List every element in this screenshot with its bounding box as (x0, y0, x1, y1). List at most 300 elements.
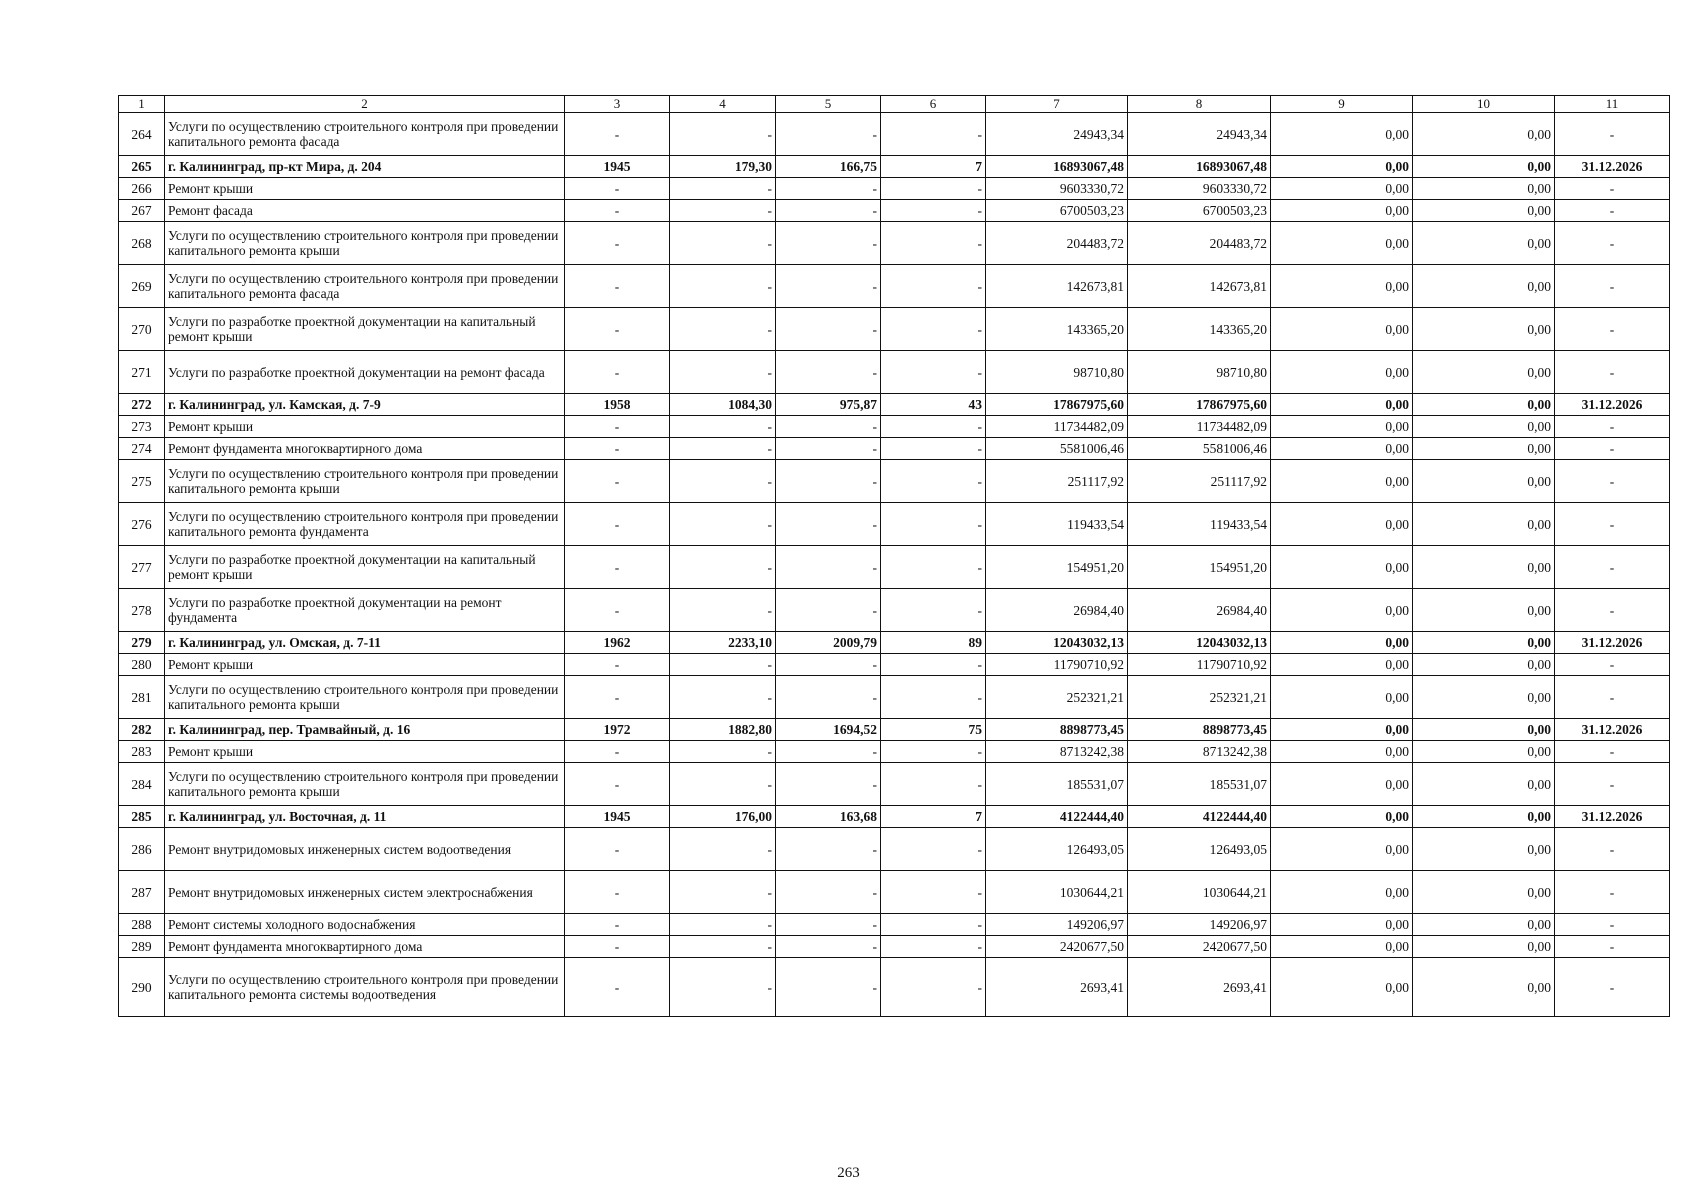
other-cost: 0,00 (1413, 589, 1555, 632)
build-year: - (565, 200, 670, 222)
total-area: - (670, 222, 776, 265)
work-description: Ремонт крыши (165, 178, 565, 200)
row-number: 284 (119, 763, 165, 806)
budget-cost: 0,00 (1271, 741, 1413, 763)
build-year: - (565, 222, 670, 265)
build-year: - (565, 178, 670, 200)
work-row (119, 914, 1670, 936)
completion-date: - (1555, 546, 1670, 589)
row-number: 267 (119, 200, 165, 222)
column-number: 11 (1555, 96, 1670, 113)
work-description: г. Калининград, пр-кт Мира, д. 204 (165, 156, 565, 178)
work-description: Услуги по осуществлению строительного контроля при проведении капитального ремонта фасада (165, 113, 565, 156)
total-cost: 11790710,92 (986, 654, 1128, 676)
total-area: - (670, 546, 776, 589)
total-area: - (670, 654, 776, 676)
build-year: - (565, 308, 670, 351)
residents-count: - (881, 200, 986, 222)
residents-count: - (881, 178, 986, 200)
column-number: 1 (119, 96, 165, 113)
work-row (119, 113, 1670, 156)
build-year: - (565, 438, 670, 460)
residents-count: 7 (881, 806, 986, 828)
total-cost: 1030644,21 (986, 871, 1128, 914)
completion-date: - (1555, 503, 1670, 546)
other-cost: 0,00 (1413, 806, 1555, 828)
work-description: Ремонт системы холодного водоснабжения (165, 914, 565, 936)
budget-cost: 0,00 (1271, 416, 1413, 438)
total-cost: 4122444,40 (986, 806, 1128, 828)
other-cost: 0,00 (1413, 654, 1555, 676)
total-area: - (670, 828, 776, 871)
work-description: г. Калининград, пер. Трамвайный, д. 16 (165, 719, 565, 741)
completion-date: - (1555, 914, 1670, 936)
work-row (119, 676, 1670, 719)
budget-cost: 0,00 (1271, 503, 1413, 546)
row-number: 270 (119, 308, 165, 351)
total-area: - (670, 308, 776, 351)
completion-date: - (1555, 416, 1670, 438)
living-area: - (776, 958, 881, 1017)
work-row (119, 265, 1670, 308)
total-area: - (670, 763, 776, 806)
work-row (119, 589, 1670, 632)
fund-cost: 17867975,60 (1128, 394, 1271, 416)
row-number: 277 (119, 546, 165, 589)
work-description: Ремонт фасада (165, 200, 565, 222)
work-description: Услуги по разработке проектной документации на ремонт фасада (165, 351, 565, 394)
living-area: - (776, 676, 881, 719)
build-year: - (565, 763, 670, 806)
completion-date: - (1555, 351, 1670, 394)
total-cost: 26984,40 (986, 589, 1128, 632)
residents-count: - (881, 546, 986, 589)
living-area: - (776, 871, 881, 914)
living-area: - (776, 503, 881, 546)
other-cost: 0,00 (1413, 178, 1555, 200)
total-area: - (670, 351, 776, 394)
fund-cost: 6700503,23 (1128, 200, 1271, 222)
completion-date: 31.12.2026 (1555, 156, 1670, 178)
build-year: 1945 (565, 156, 670, 178)
row-number: 271 (119, 351, 165, 394)
work-description: Ремонт фундамента многоквартирного дома (165, 936, 565, 958)
fund-cost: 185531,07 (1128, 763, 1271, 806)
total-cost: 204483,72 (986, 222, 1128, 265)
completion-date: 31.12.2026 (1555, 806, 1670, 828)
column-number: 6 (881, 96, 986, 113)
total-area: - (670, 914, 776, 936)
document-table-container (118, 95, 1670, 1017)
total-cost: 98710,80 (986, 351, 1128, 394)
work-row (119, 351, 1670, 394)
other-cost: 0,00 (1413, 200, 1555, 222)
residents-count: - (881, 871, 986, 914)
row-number: 264 (119, 113, 165, 156)
other-cost: 0,00 (1413, 265, 1555, 308)
budget-cost: 0,00 (1271, 914, 1413, 936)
completion-date: - (1555, 265, 1670, 308)
column-number: 7 (986, 96, 1128, 113)
residents-count: - (881, 416, 986, 438)
other-cost: 0,00 (1413, 871, 1555, 914)
residents-count: - (881, 308, 986, 351)
fund-cost: 251117,92 (1128, 460, 1271, 503)
total-cost: 2693,41 (986, 958, 1128, 1017)
work-description: Услуги по осуществлению строительного контроля при проведении капитального ремонта крыши (165, 763, 565, 806)
fund-cost: 204483,72 (1128, 222, 1271, 265)
fund-cost: 12043032,13 (1128, 632, 1271, 654)
living-area: - (776, 741, 881, 763)
row-number: 276 (119, 503, 165, 546)
residents-count: - (881, 936, 986, 958)
fund-cost: 126493,05 (1128, 828, 1271, 871)
work-description: Услуги по разработке проектной документации на ремонт фундамента (165, 589, 565, 632)
other-cost: 0,00 (1413, 632, 1555, 654)
build-year: - (565, 113, 670, 156)
living-area: - (776, 351, 881, 394)
other-cost: 0,00 (1413, 719, 1555, 741)
completion-date: - (1555, 308, 1670, 351)
total-area: - (670, 589, 776, 632)
residents-count: - (881, 265, 986, 308)
build-year: - (565, 828, 670, 871)
work-row (119, 654, 1670, 676)
other-cost: 0,00 (1413, 763, 1555, 806)
budget-cost: 0,00 (1271, 113, 1413, 156)
budget-cost: 0,00 (1271, 871, 1413, 914)
build-year: - (565, 958, 670, 1017)
row-number: 269 (119, 265, 165, 308)
budget-cost: 0,00 (1271, 936, 1413, 958)
fund-cost: 252321,21 (1128, 676, 1271, 719)
budget-cost: 0,00 (1271, 676, 1413, 719)
living-area: - (776, 416, 881, 438)
completion-date: - (1555, 958, 1670, 1017)
total-cost: 251117,92 (986, 460, 1128, 503)
work-row (119, 222, 1670, 265)
budget-cost: 0,00 (1271, 828, 1413, 871)
living-area: - (776, 222, 881, 265)
fund-cost: 2693,41 (1128, 958, 1271, 1017)
total-area: 176,00 (670, 806, 776, 828)
address-row (119, 394, 1670, 416)
row-number: 290 (119, 958, 165, 1017)
other-cost: 0,00 (1413, 676, 1555, 719)
row-number: 287 (119, 871, 165, 914)
completion-date: 31.12.2026 (1555, 394, 1670, 416)
build-year: - (565, 265, 670, 308)
work-row (119, 178, 1670, 200)
other-cost: 0,00 (1413, 546, 1555, 589)
total-cost: 142673,81 (986, 265, 1128, 308)
budget-cost: 0,00 (1271, 308, 1413, 351)
residents-count: - (881, 676, 986, 719)
fund-cost: 11790710,92 (1128, 654, 1271, 676)
budget-cost: 0,00 (1271, 460, 1413, 503)
completion-date: - (1555, 200, 1670, 222)
total-area: 179,30 (670, 156, 776, 178)
capital-repair-table (118, 95, 1670, 1017)
residents-count: - (881, 914, 986, 936)
column-number-row (119, 96, 1670, 113)
row-number: 268 (119, 222, 165, 265)
work-row (119, 438, 1670, 460)
living-area: - (776, 308, 881, 351)
total-cost: 8898773,45 (986, 719, 1128, 741)
total-cost: 2420677,50 (986, 936, 1128, 958)
residents-count: - (881, 503, 986, 546)
other-cost: 0,00 (1413, 351, 1555, 394)
budget-cost: 0,00 (1271, 438, 1413, 460)
work-description: Услуги по осуществлению строительного контроля при проведении капитального ремонта крыши (165, 676, 565, 719)
total-cost: 143365,20 (986, 308, 1128, 351)
budget-cost: 0,00 (1271, 958, 1413, 1017)
completion-date: - (1555, 828, 1670, 871)
build-year: - (565, 416, 670, 438)
other-cost: 0,00 (1413, 222, 1555, 265)
fund-cost: 8898773,45 (1128, 719, 1271, 741)
living-area: - (776, 589, 881, 632)
total-cost: 149206,97 (986, 914, 1128, 936)
completion-date: - (1555, 438, 1670, 460)
address-row (119, 632, 1670, 654)
living-area: - (776, 828, 881, 871)
budget-cost: 0,00 (1271, 654, 1413, 676)
work-description: Услуги по осуществлению строительного контроля при проведении капитального ремонта системы водоотведения (165, 958, 565, 1017)
build-year: 1962 (565, 632, 670, 654)
fund-cost: 16893067,48 (1128, 156, 1271, 178)
completion-date: - (1555, 654, 1670, 676)
address-row (119, 719, 1670, 741)
row-number: 283 (119, 741, 165, 763)
total-cost: 154951,20 (986, 546, 1128, 589)
total-cost: 16893067,48 (986, 156, 1128, 178)
row-number: 281 (119, 676, 165, 719)
column-number: 3 (565, 96, 670, 113)
build-year: - (565, 546, 670, 589)
total-area: - (670, 265, 776, 308)
total-cost: 5581006,46 (986, 438, 1128, 460)
row-number: 285 (119, 806, 165, 828)
row-number: 278 (119, 589, 165, 632)
work-description: Ремонт фундамента многоквартирного дома (165, 438, 565, 460)
residents-count: 43 (881, 394, 986, 416)
budget-cost: 0,00 (1271, 222, 1413, 265)
residents-count: - (881, 351, 986, 394)
row-number: 288 (119, 914, 165, 936)
work-row (119, 200, 1670, 222)
budget-cost: 0,00 (1271, 394, 1413, 416)
living-area: 166,75 (776, 156, 881, 178)
work-row (119, 503, 1670, 546)
total-cost: 12043032,13 (986, 632, 1128, 654)
row-number: 289 (119, 936, 165, 958)
total-area: - (670, 460, 776, 503)
work-description: Ремонт внутридомовых инженерных систем водоотведения (165, 828, 565, 871)
living-area: - (776, 178, 881, 200)
other-cost: 0,00 (1413, 958, 1555, 1017)
row-number: 272 (119, 394, 165, 416)
column-number: 2 (165, 96, 565, 113)
build-year: - (565, 460, 670, 503)
work-description: г. Калининград, ул. Омская, д. 7-11 (165, 632, 565, 654)
work-description: Услуги по осуществлению строительного контроля при проведении капитального ремонта фасада (165, 265, 565, 308)
budget-cost: 0,00 (1271, 806, 1413, 828)
living-area: 2009,79 (776, 632, 881, 654)
total-cost: 8713242,38 (986, 741, 1128, 763)
fund-cost: 26984,40 (1128, 589, 1271, 632)
fund-cost: 11734482,09 (1128, 416, 1271, 438)
work-description: Услуги по осуществлению строительного контроля при проведении капитального ремонта крыши (165, 222, 565, 265)
residents-count: 89 (881, 632, 986, 654)
total-area: 1882,80 (670, 719, 776, 741)
residents-count: - (881, 113, 986, 156)
living-area: - (776, 265, 881, 308)
completion-date: - (1555, 871, 1670, 914)
total-area: - (670, 676, 776, 719)
residents-count: - (881, 438, 986, 460)
build-year: 1958 (565, 394, 670, 416)
total-area: - (670, 200, 776, 222)
budget-cost: 0,00 (1271, 178, 1413, 200)
fund-cost: 149206,97 (1128, 914, 1271, 936)
row-number: 273 (119, 416, 165, 438)
other-cost: 0,00 (1413, 394, 1555, 416)
living-area: - (776, 460, 881, 503)
other-cost: 0,00 (1413, 416, 1555, 438)
living-area: 1694,52 (776, 719, 881, 741)
work-description: Ремонт крыши (165, 416, 565, 438)
completion-date: - (1555, 113, 1670, 156)
work-row (119, 308, 1670, 351)
work-row (119, 828, 1670, 871)
total-area: - (670, 871, 776, 914)
work-description: Ремонт крыши (165, 654, 565, 676)
fund-cost: 4122444,40 (1128, 806, 1271, 828)
row-number: 280 (119, 654, 165, 676)
residents-count: - (881, 958, 986, 1017)
work-description: Ремонт крыши (165, 741, 565, 763)
fund-cost: 5581006,46 (1128, 438, 1271, 460)
total-cost: 24943,34 (986, 113, 1128, 156)
budget-cost: 0,00 (1271, 589, 1413, 632)
completion-date: 31.12.2026 (1555, 632, 1670, 654)
fund-cost: 119433,54 (1128, 503, 1271, 546)
work-description: Услуги по осуществлению строительного контроля при проведении капитального ремонта крыши (165, 460, 565, 503)
budget-cost: 0,00 (1271, 546, 1413, 589)
fund-cost: 24943,34 (1128, 113, 1271, 156)
build-year: - (565, 936, 670, 958)
total-area: - (670, 178, 776, 200)
column-number: 4 (670, 96, 776, 113)
budget-cost: 0,00 (1271, 632, 1413, 654)
other-cost: 0,00 (1413, 936, 1555, 958)
row-number: 274 (119, 438, 165, 460)
total-cost: 9603330,72 (986, 178, 1128, 200)
other-cost: 0,00 (1413, 503, 1555, 546)
build-year: - (565, 914, 670, 936)
budget-cost: 0,00 (1271, 265, 1413, 308)
total-area: - (670, 416, 776, 438)
completion-date: - (1555, 460, 1670, 503)
budget-cost: 0,00 (1271, 763, 1413, 806)
living-area: 163,68 (776, 806, 881, 828)
budget-cost: 0,00 (1271, 351, 1413, 394)
build-year: - (565, 351, 670, 394)
work-description: г. Калининград, ул. Восточная, д. 11 (165, 806, 565, 828)
row-number: 282 (119, 719, 165, 741)
residents-count: - (881, 589, 986, 632)
total-area: - (670, 113, 776, 156)
column-number: 5 (776, 96, 881, 113)
total-cost: 185531,07 (986, 763, 1128, 806)
fund-cost: 2420677,50 (1128, 936, 1271, 958)
work-row (119, 546, 1670, 589)
column-number: 8 (1128, 96, 1271, 113)
build-year: 1972 (565, 719, 670, 741)
other-cost: 0,00 (1413, 113, 1555, 156)
work-row (119, 741, 1670, 763)
other-cost: 0,00 (1413, 438, 1555, 460)
build-year: - (565, 589, 670, 632)
total-cost: 11734482,09 (986, 416, 1128, 438)
living-area: - (776, 914, 881, 936)
completion-date: 31.12.2026 (1555, 719, 1670, 741)
fund-cost: 143365,20 (1128, 308, 1271, 351)
living-area: - (776, 763, 881, 806)
living-area: - (776, 546, 881, 589)
other-cost: 0,00 (1413, 741, 1555, 763)
completion-date: - (1555, 676, 1670, 719)
column-number: 9 (1271, 96, 1413, 113)
living-area: - (776, 654, 881, 676)
completion-date: - (1555, 222, 1670, 265)
total-area: - (670, 741, 776, 763)
work-row (119, 763, 1670, 806)
total-area: - (670, 958, 776, 1017)
fund-cost: 98710,80 (1128, 351, 1271, 394)
page-number: 263 (837, 1165, 860, 1181)
work-description: Услуги по осуществлению строительного контроля при проведении капитального ремонта фундамента (165, 503, 565, 546)
total-area: - (670, 503, 776, 546)
total-cost: 6700503,23 (986, 200, 1128, 222)
residents-count: - (881, 222, 986, 265)
living-area: - (776, 936, 881, 958)
work-description: Услуги по разработке проектной документации на капитальный ремонт крыши (165, 308, 565, 351)
residents-count: - (881, 460, 986, 503)
address-row (119, 156, 1670, 178)
fund-cost: 154951,20 (1128, 546, 1271, 589)
work-row (119, 936, 1670, 958)
residents-count: - (881, 654, 986, 676)
column-number: 10 (1413, 96, 1555, 113)
living-area: - (776, 438, 881, 460)
total-area: 1084,30 (670, 394, 776, 416)
other-cost: 0,00 (1413, 914, 1555, 936)
fund-cost: 9603330,72 (1128, 178, 1271, 200)
row-number: 275 (119, 460, 165, 503)
work-row (119, 871, 1670, 914)
build-year: - (565, 741, 670, 763)
completion-date: - (1555, 763, 1670, 806)
fund-cost: 8713242,38 (1128, 741, 1271, 763)
completion-date: - (1555, 741, 1670, 763)
total-area: - (670, 438, 776, 460)
row-number: 265 (119, 156, 165, 178)
work-description: г. Калининград, ул. Камская, д. 7-9 (165, 394, 565, 416)
living-area: - (776, 113, 881, 156)
